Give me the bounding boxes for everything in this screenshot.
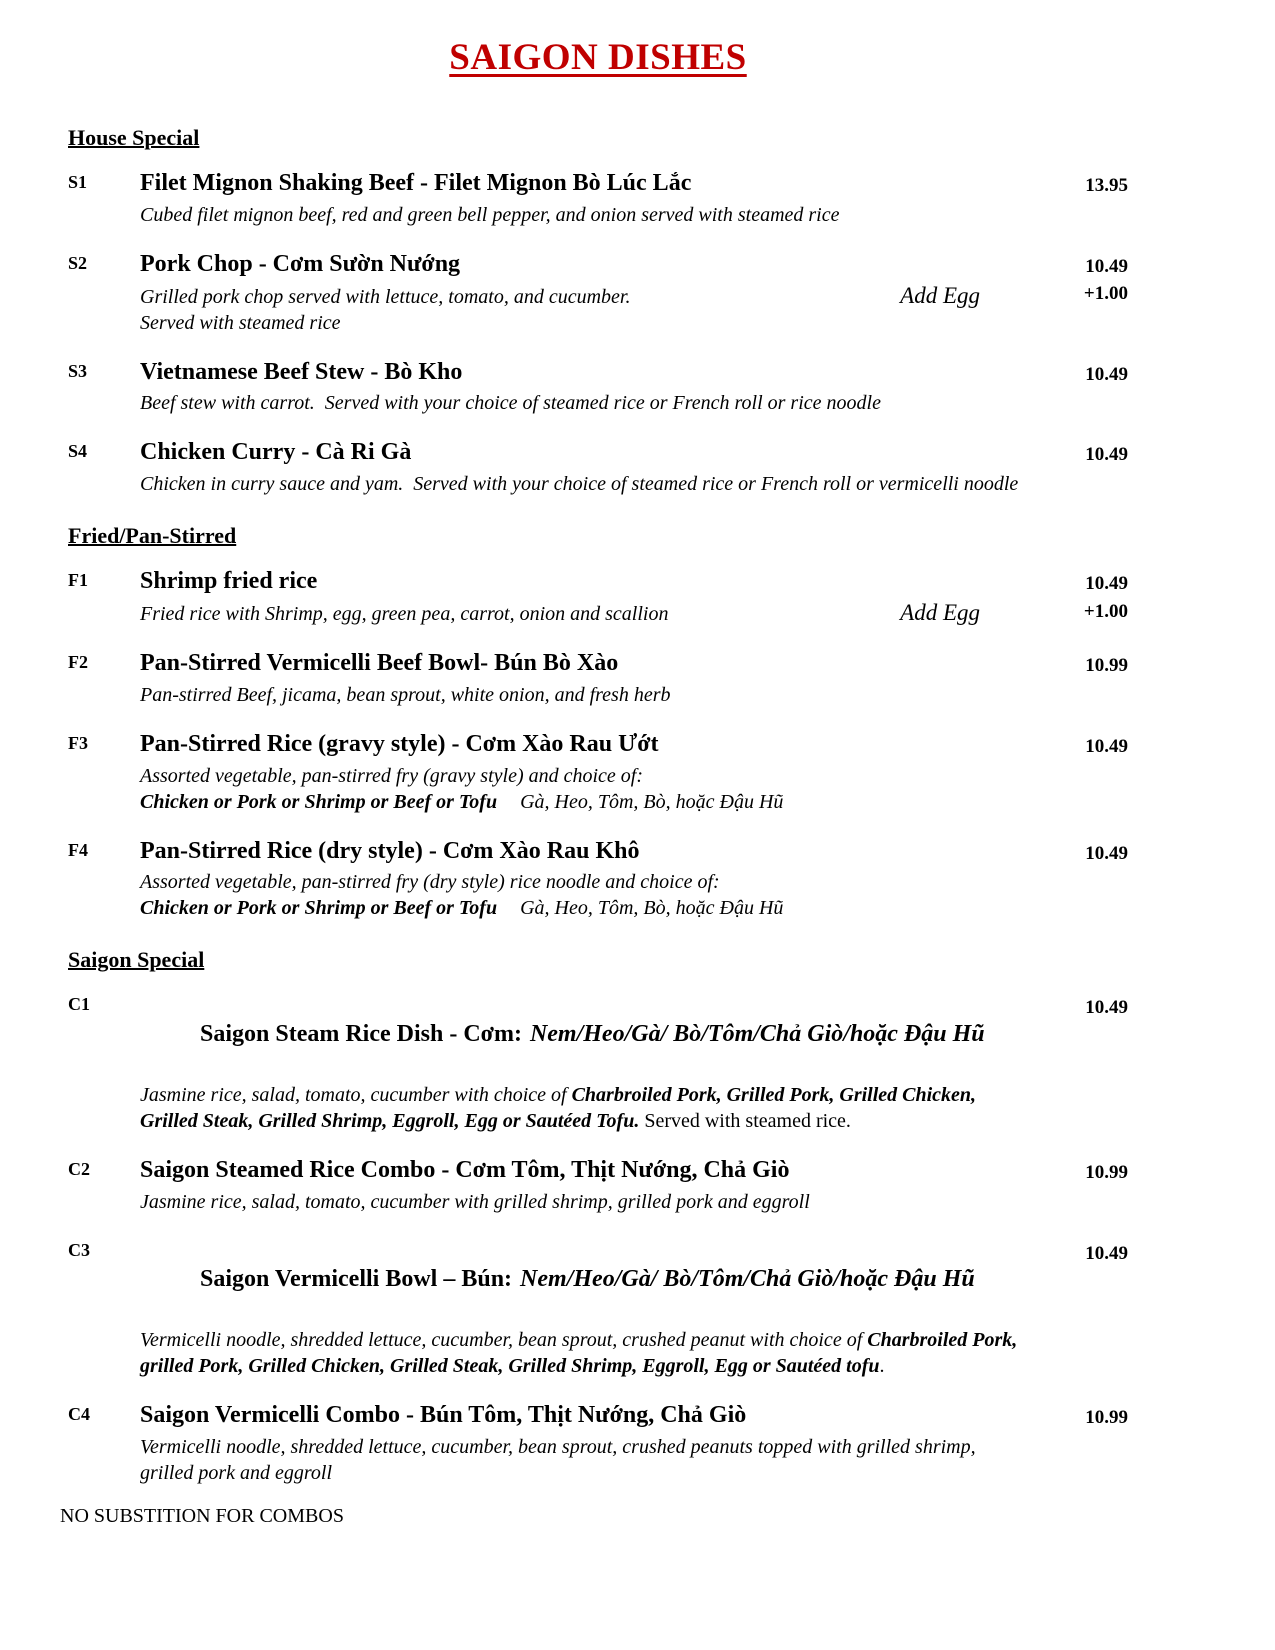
item-name: Filet Mignon Shaking Beef - Filet Mignon Bò Lúc Lắc [140,170,692,196]
item-code: S4 [68,441,88,462]
item-description: Grilled pork chop served with lettuce, tomato, and cucumber. [140,285,631,308]
item-code: F3 [68,732,88,753]
addon-price: +1.00 [1083,283,1128,305]
item-price: 13.95 [1085,175,1128,196]
item-name-choices: Nem/Heo/Gà/ Bò/Tôm/Chả Giò/hoặc Đậu Hũ [529,1021,985,1048]
item-name: Chicken Curry - Cà Ri Gà [140,439,412,466]
section-heading: Saigon Special [68,947,205,973]
item-name: Saigon Vermicelli Combo - Bún Tôm, Thịt Nướng, Chả Giò [140,1401,747,1428]
item-description: Assorted vegetable, pan-stirred fry (gravy style) and choice of: [140,764,644,787]
item-price: 10.99 [1085,1161,1128,1183]
item-description: Beef stew with carrot. Served with your choice of steamed rice or French roll or rice noodle [140,392,881,415]
menu-item [68,250,1128,336]
item-description: Cubed filet mignon beef, red and green bell pepper, and onion served with steamed rice [140,203,840,226]
addon-label: Add Egg [900,282,980,308]
item-description: Vermicelli noodle, shredded lettuce, cucumber, bean sprout, crushed peanuts topped with grilled shrimp, grilled pork and eggroll [140,1435,981,1484]
item-name: Pork Chop - Cơm Sườn Nướng [140,250,461,277]
item-description-line2: Served with steamed rice [140,311,341,334]
choice-options: Chicken or Pork or Shrimp or Beef or Tofu [140,790,498,813]
menu-item [68,837,1128,922]
menu-item [68,169,1128,228]
item-code: C1 [68,994,90,1015]
menu-item [68,991,1128,1133]
section-heading: Fried/Pan-Stirred [68,523,237,549]
item-price: 10.49 [1085,444,1128,466]
item-price: 10.49 [1085,363,1128,385]
item-code: C2 [68,1158,90,1179]
item-description: Pan-stirred Beef, jicama, bean sprout, white onion, and fresh herb [140,683,671,706]
item-code: F4 [68,839,88,860]
item-name: Pan-Stirred Rice (dry style) - Cơm Xào Rau Khô [140,837,640,864]
choice-options-vietnamese: Gà, Heo, Tôm, Bò, hoặc Đậu Hũ [520,897,784,920]
item-code: C3 [68,1239,90,1260]
item-description: Chicken in curry sauce and yam. Served with your choice of steamed rice or French roll or vermicelli noodle [140,473,1019,496]
item-description: Assorted vegetable, pan-stirred fry (dry style) rice noodle and choice of: [140,871,720,894]
menu-section-house-special [68,125,1128,497]
item-name: Saigon Vermicelli Bowl – Bún: [200,1266,513,1293]
item-code: F2 [68,651,88,672]
item-name: Saigon Steam Rice Dish - Cơm: [200,1021,522,1048]
item-price: 10.99 [1085,1406,1128,1428]
item-code: F1 [68,570,88,591]
item-name: Vietnamese Beef Stew - Bò Kho [140,358,463,385]
menu-item [68,358,1128,417]
item-name-choices: Nem/Heo/Gà/ Bò/Tôm/Chả Giò/hoặc Đậu Hũ [520,1266,975,1293]
menu-item [68,730,1128,815]
addon-label: Add Egg [900,599,980,625]
item-description: Vermicelli noodle, shredded lettuce, cucumber, bean sprout, crushed peanut with choice of [140,1328,868,1351]
addon-price: +1.00 [1083,600,1128,622]
item-code: C4 [68,1403,90,1424]
menu-item [68,567,1128,627]
menu-item [68,649,1128,708]
item-description-suffix: Served with steamed rice. [639,1109,851,1132]
menu-title: SAIGON DISHES [449,37,747,78]
item-price: 10.49 [1085,255,1128,277]
choice-options: Chicken or Pork or Shrimp or Beef or Tofu [140,897,498,920]
item-code: S2 [68,252,88,273]
menu-item [68,1401,1128,1486]
item-name: Shrimp fried rice [140,568,318,595]
item-name: Pan-Stirred Vermicelli Beef Bowl- Bún Bò Xào [140,649,619,676]
item-price: 10.49 [1085,735,1128,757]
item-price: 10.49 [1085,573,1128,595]
item-code: S1 [68,172,88,192]
item-name: Pan-Stirred Rice (gravy style) - Cơm Xào Rau Ướt [140,730,659,757]
item-code: S3 [68,360,88,381]
item-price: 10.99 [1085,654,1128,676]
item-price: 10.49 [1085,997,1128,1019]
item-description-options: Charbroiled Pork, grilled Pork, Grilled Chicken, Grilled Steak, Grilled Shrimp, Eggroll, Egg or Sautéed tofu [140,1328,1018,1377]
item-description-suffix: . [879,1354,885,1377]
menu-item [68,1156,1128,1215]
section-heading: House Special [68,125,200,150]
item-description: Jasmine rice, salad, tomato, cucumber with choice of [140,1083,572,1106]
footer-note: NO SUBSTITION FOR COMBOS [60,1505,344,1527]
menu-section-saigon-special [68,947,1128,1485]
item-price: 10.49 [1085,1242,1128,1264]
menu-item [68,1237,1128,1379]
item-description-options: Charbroiled Pork, Grilled Pork, Grilled Chicken, Grilled Steak, Grilled Shrimp, Eggroll, Egg or Sautéed Tofu. [140,1083,977,1132]
choice-options-vietnamese: Gà, Heo, Tôm, Bò, hoặc Đậu Hũ [520,790,784,813]
item-price: 10.49 [1085,842,1128,864]
menu-section-fried-pan-stirred [68,523,1128,921]
item-name: Saigon Steamed Rice Combo - Cơm Tôm, Thịt Nướng, Chả Giò [140,1156,790,1183]
item-description: Jasmine rice, salad, tomato, cucumber with grilled shrimp, grilled pork and eggroll [140,1190,810,1213]
item-description: Fried rice with Shrimp, egg, green pea, carrot, onion and scallion [140,602,669,625]
menu-item [68,438,1128,497]
